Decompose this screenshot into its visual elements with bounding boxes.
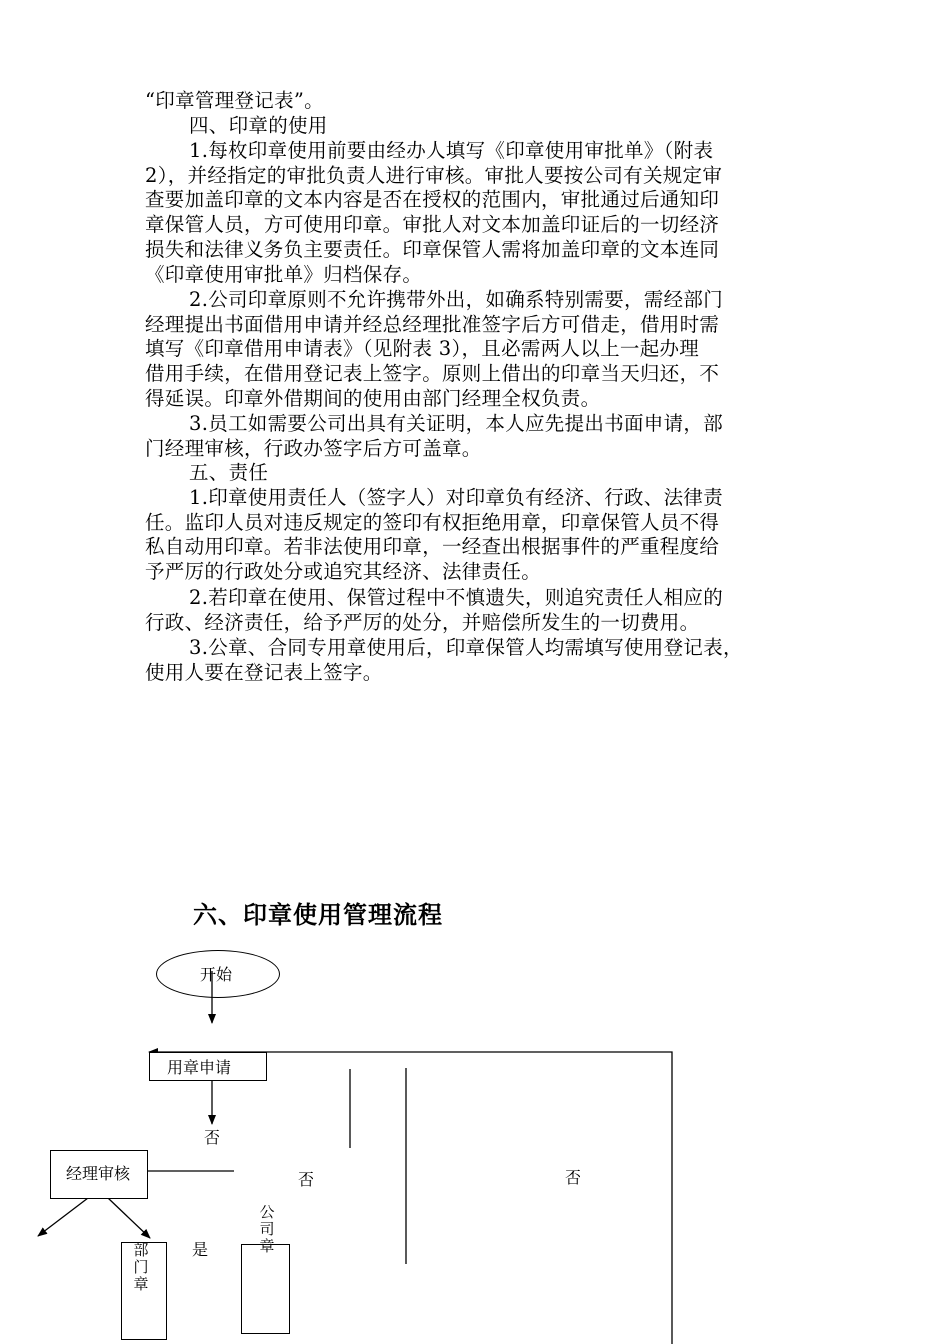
text-line: 任。监印人员对违反规定的签印有权拒绝用章，印章保管人员不得 [145, 510, 720, 534]
text-line: 行政、经济责任，给予严厉的处分，并赔偿所发生的一切费用。 [145, 610, 700, 634]
text-line: 填写《印章借用申请表》（见附表 3），且必需两人以上一起办理 [145, 337, 700, 361]
company-seal-node [241, 1244, 290, 1334]
no-label-3: 否 [565, 1168, 582, 1187]
text-line: 予严厉的行政处分或追究其经济、法律责任。 [145, 560, 542, 584]
text-line: 借用手续，在借用登记表上签字。原则上借出的印章当天归还，不 [145, 362, 720, 386]
text-line: 3.员工如需要公司出具有关证明，本人应先提出书面申请，部 [189, 412, 724, 435]
text-line: 查要加盖印章的文本内容是否在授权的范围内，审批通过后通知印 [145, 188, 720, 212]
text-line: 2.若印章在使用、保管过程中不慎遗失，则追究责任人相应的 [189, 586, 724, 609]
connector-review-dept [108, 1198, 150, 1238]
section-heading-flow: 六、印章使用管理流程 [193, 901, 443, 929]
apply-label: 用章申请 [167, 1058, 232, 1077]
dept-seal-label: 部门章 [133, 1241, 149, 1293]
text-line: 私自动用印章。若非法使用印章，一经查出根据事件的严重程度给 [145, 535, 720, 559]
connector-return-loop [149, 1052, 672, 1344]
text-line: 损失和法律义务负主要责任。印章保管人需将加盖印章的文本连同 [145, 237, 720, 261]
connector-review-left [38, 1198, 88, 1236]
manager-review-label: 经理审核 [66, 1164, 131, 1183]
company-seal-label: 公司章 [259, 1203, 275, 1255]
no-label-2: 否 [298, 1170, 315, 1189]
text-line: 门经理审核，行政办签字后方可盖章。 [145, 436, 482, 460]
text-line: 章保管人员，方可使用印章。审批人对文本加盖印证后的一切经济 [145, 213, 720, 237]
text-line: 1.印章使用责任人（签字人）对印章负有经济、行政、法律责 [189, 486, 724, 509]
section-title-responsibility: 五、责任 [189, 461, 269, 485]
text-line: 经理提出书面借用申请并经总经理批准签字后方可借走，借用时需 [145, 312, 720, 336]
yes-label: 是 [192, 1240, 209, 1259]
text-line: 2.公司印章原则不允许携带外出，如确系特别需要，需经部门 [189, 288, 724, 311]
no-label-1: 否 [204, 1128, 221, 1147]
text-line: “印章管理登记表”。 [145, 89, 324, 112]
text-line: 得延误。印章外借期间的使用由部门经理全权负责。 [145, 386, 601, 410]
section-title-usage: 四、印章的使用 [189, 113, 328, 137]
text-line: 《印章使用审批单》归档保存。 [145, 262, 423, 286]
start-label: 开始 [200, 965, 233, 984]
text-line: 1.每枚印章使用前要由经办人填写《印章使用审批单》（附表 [189, 139, 714, 162]
text-line: 使用人要在登记表上签字。 [145, 660, 383, 684]
text-line: 3.公章、合同专用章使用后，印章保管人均需填写使用登记表， [189, 636, 743, 659]
text-line: 2），并经指定的审批负责人进行审核。审批人要按公司有关规定审 [145, 163, 723, 187]
